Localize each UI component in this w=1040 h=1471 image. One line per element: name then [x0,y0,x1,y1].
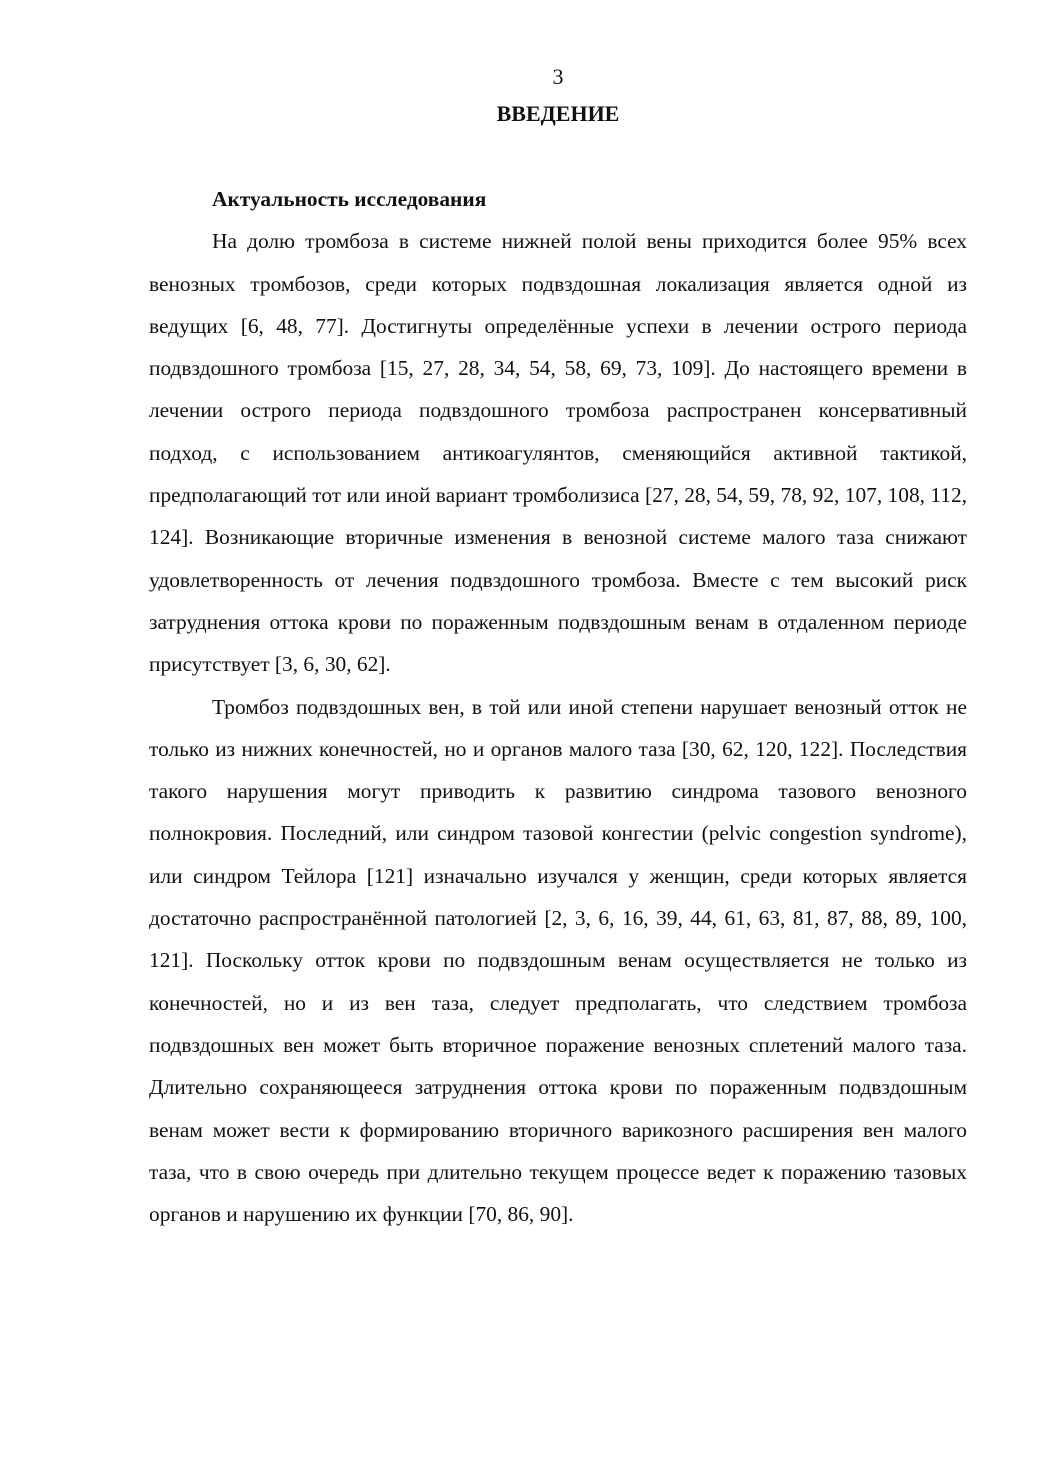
paragraph: Тромбоз подвздошных вен, в той или иной степени нарушает венозный отток не только из нижних конечностей, но и органов малого таза [30, 62, 120, 122]. Последствия такого нарушения могут приводить к развитию синдрома тазового венозного полнокровия. Последний, или синдром тазовой конгестии (pelvic congestion syndrome), или синдром Тейлора [121] изначально изучался у женщин, среди которых является достаточно распространённой патологией [2, 3, 6, 16, 39, 44, 61, 63, 81, 87, 88, 89, 100, 121]. Поскольку отток крови по подвздошным венам осуществляется не только из конечностей, но и из вен таза, следует предполагать, что следствием тромбоза подвздошных вен может быть вторичное поражение венозных сплетений малого таза. Длительно сохраняющееся затруднения оттока крови по пораженным подвздошным венам может вести к формированию вторичного варикозного расширения вен малого таза, что в свою очередь при длительно текущем процессе ведет к поражению тазовых органов и нарушению их функции [70, 86, 90]. [149,694,967,1227]
paragraph: На долю тромбоза в системе нижней полой вены приходится более 95% всех венозных тромбозов, среди которых подвздошная локализация является одной из ведущих [6, 48, 77]. Достигнуты определённые успехи в лечении острого периода подвздошного тромбоза [15, 27, 28, 34, 54, 58, 69, 73, 109]. До настоящего времени в лечении острого периода подвздошного тромбоза распространен консервативный подход, с использованием антикоагулянтов, сменяющийся активной тактикой, предполагающий тот или иной вариант тромболизиса [27, 28, 54, 59, 78, 92, 107, 108, 112, 124]. Возникающие вторичные изменения в венозной системе малого таза снижают удовлетворенность от лечения подвздошного тромбоза. Вместе с тем высокий риск затруднения оттока крови по пораженным подвздошным венам в отдаленном периоде присутствует [3, 6, 30, 62]. [149,229,967,677]
page-number: 3 [552,64,564,89]
section-heading: Актуальность исследования [212,187,487,211]
document-body [149,178,967,1235]
page-title: ВВЕДЕНИЕ [496,101,620,126]
